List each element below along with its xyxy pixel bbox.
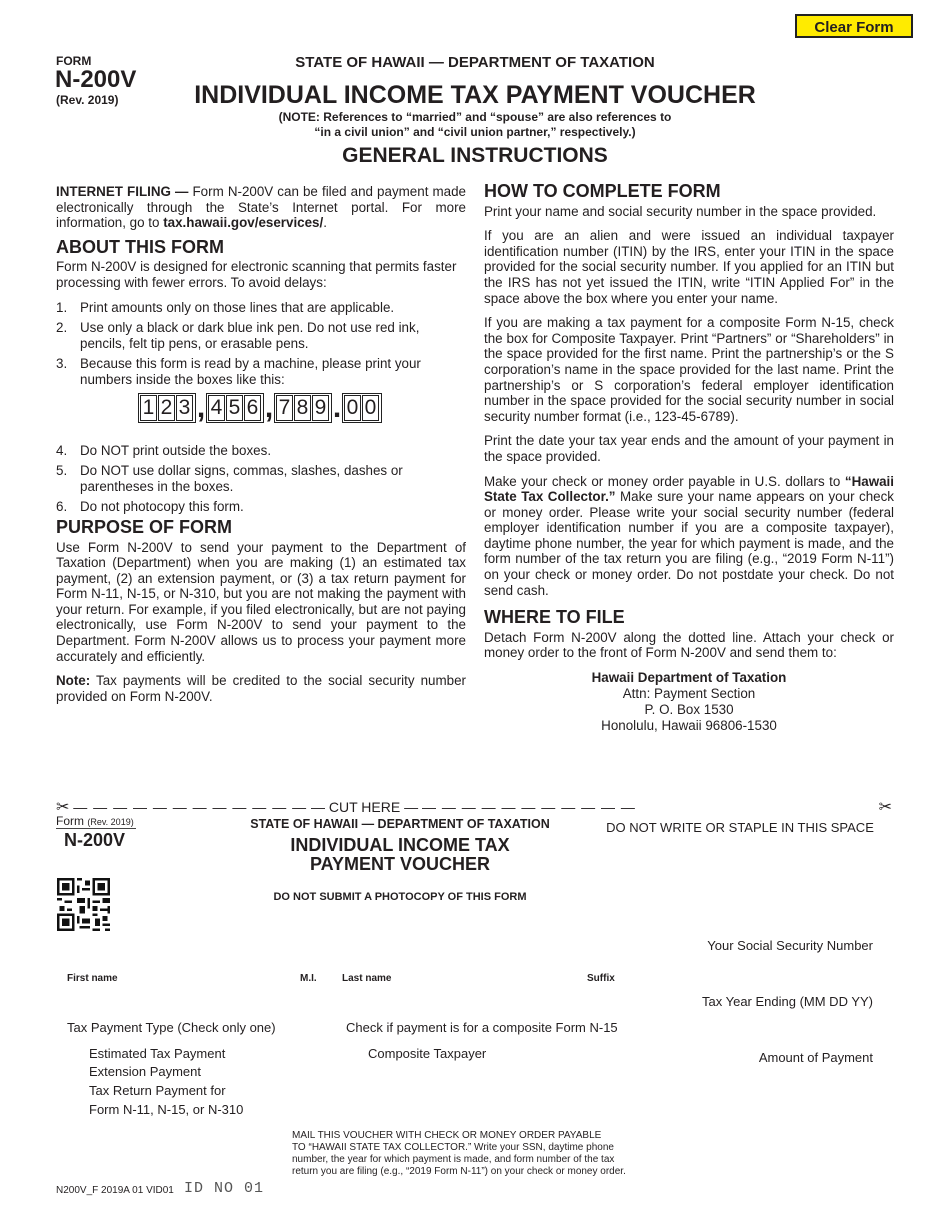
suffix-label: Suffix xyxy=(587,973,615,984)
scissors-icon: ✂ xyxy=(878,799,892,816)
address-line-1: Hawaii Department of Taxation xyxy=(591,670,787,686)
item-number: 6. xyxy=(56,499,68,515)
note-label: Note: xyxy=(56,673,91,689)
comma-separator: , xyxy=(196,390,206,424)
form-label-underline xyxy=(56,828,136,829)
ssn-label: Your Social Security Number xyxy=(707,938,873,953)
credit-note xyxy=(56,673,466,704)
no-photocopy-notice: DO NOT SUBMIT A PHOTOCOPY OF THIS FORM xyxy=(273,891,527,903)
composite-taxpayer-option[interactable]: Composite Taxpayer xyxy=(368,1046,487,1061)
payment-type-label: Tax Payment Type (Check only one) xyxy=(67,1020,276,1035)
item-text: Because this form is read by a machine, please print your numbers inside the boxes like this: xyxy=(80,356,421,387)
form-revision: (Rev. 2019) xyxy=(56,93,119,107)
internet-filing-text: Form N-200V can be filed and payment made electronically through the State’s Internet portal. For more information, go to xyxy=(56,184,466,231)
payable-details: Make sure your name appears on your check or money order. Please write your social security number (federal employer identification number if you are a composite taxpayer), daytime phone number, the year for which payment is made, and the form number of the tax return you are filing (e.g., “2019 Form N-11”) on your check or money order. Do not postdate your check. Do not send cash. xyxy=(484,489,894,598)
mail-line-1: MAIL THIS VOUCHER WITH CHECK OR MONEY ORDER PAYABLE xyxy=(292,1130,602,1141)
mail-line-2: TO “HAWAII STATE TAX COLLECTOR.” Write your SSN, daytime phone xyxy=(292,1142,614,1153)
eservices-link[interactable]: tax.hawaii.gov/eservices/ xyxy=(163,215,324,231)
general-instructions-heading: GENERAL INSTRUCTIONS xyxy=(342,144,608,167)
tax-return-payment-option[interactable]: Tax Return Payment for xyxy=(89,1083,226,1098)
voucher-title-line-2: PAYMENT VOUCHER xyxy=(309,854,491,874)
about-form-text: Form N-200V is designed for electronic scanning that permits faster processing with fewer errors. To avoid delays: xyxy=(56,259,457,290)
digit-box: 3 xyxy=(176,395,193,421)
instruction-list xyxy=(56,300,466,388)
digit-group xyxy=(342,393,382,423)
form-number: N-200V xyxy=(55,66,137,93)
address-line-3: P. O. Box 1530 xyxy=(644,702,734,718)
address-line-2: Attn: Payment Section xyxy=(622,686,756,702)
instruction-item xyxy=(56,499,466,515)
internet-filing-end: . xyxy=(323,215,327,231)
item-text: Do NOT print outside the boxes. xyxy=(80,442,272,458)
digit-box: 7 xyxy=(276,395,293,421)
amount-of-payment-label: Amount of Payment xyxy=(758,1050,873,1065)
digit-group xyxy=(274,393,332,423)
digit-box: 2 xyxy=(158,395,175,421)
how-paragraph-5 xyxy=(484,474,894,599)
item-number: 4. xyxy=(56,442,68,458)
note-text: Tax payments will be credited to the social security number provided on Form N-200V. xyxy=(56,673,466,704)
instruction-list-continued xyxy=(56,443,466,515)
clear-form-button[interactable]: Clear Form xyxy=(795,14,913,38)
cut-line xyxy=(56,797,892,817)
voucher-title xyxy=(240,836,560,874)
digit-group xyxy=(138,393,196,423)
how-paragraph-2: If you are an alien and were issued an individual taxpayer identification number (ITIN) by the IRS, enter your ITIN in the space provided for the social security number. If you applied for an ITIN but the IRS has not yet issued the ITIN, write “ITIN Applied For” in the space above the box where you enter your name. xyxy=(484,228,894,306)
internet-filing-paragraph xyxy=(56,184,466,231)
state-department-heading: STATE OF HAWAII — DEPARTMENT OF TAXATION xyxy=(295,54,655,71)
item-text: Do NOT use dollar signs, commas, slashes, dashes or parentheses in the boxes. xyxy=(80,463,403,494)
voucher-title-line-1: INDIVIDUAL INCOME TAX xyxy=(290,835,510,855)
digit-box: 0 xyxy=(344,395,361,421)
tax-return-forms-label: Form N-11, N-15, or N-310 xyxy=(89,1102,244,1117)
qr-code-icon xyxy=(57,878,110,931)
voucher-form-label xyxy=(56,814,134,828)
mail-line-4: return you are filing (e.g., “2019 Form N-11”) on your check or money order. xyxy=(292,1166,626,1177)
note-line-1: (NOTE: References to “married” and “spouse” are also references to xyxy=(278,110,672,124)
digit-group xyxy=(206,393,264,423)
item-number: 2. xyxy=(56,320,68,336)
voucher-state-heading: STATE OF HAWAII — DEPARTMENT OF TAXATION xyxy=(250,817,550,831)
mailing-instructions xyxy=(292,1130,652,1178)
item-text: Use only a black or dark blue ink pen. Do not use red ink, pencils, felt tip pens, or erasable pens. xyxy=(80,320,420,351)
estimated-tax-option[interactable]: Estimated Tax Payment xyxy=(89,1046,226,1061)
how-paragraph-1: Print your name and social security number in the space provided. xyxy=(484,203,877,219)
digit-box: 5 xyxy=(226,395,243,421)
middle-initial-label: M.I. xyxy=(300,973,317,984)
instruction-item xyxy=(56,463,466,494)
how-paragraph-4: Print the date your tax year ends and the amount of your payment in the space provided. xyxy=(484,433,894,464)
comma-separator: , xyxy=(264,390,274,424)
do-not-write-notice: DO NOT WRITE OR STAPLE IN THIS SPACE xyxy=(606,820,874,835)
where-to-file-heading: WHERE TO FILE xyxy=(484,607,625,628)
digit-box: 0 xyxy=(362,395,379,421)
address-line-4: Honolulu, Hawaii 96806-1530 xyxy=(601,718,777,734)
purpose-text: Use Form N-200V to send your payment to the Department of Taxation (Department) when you are making (1) an estimated tax payment, (2) an extension payment, or (3) a tax return payment for Form N-11, N-15, or N-310, but you are not making the payment with your return. For example, if you filed electronically, but are not paying electronically, use Form N-200V to send your payment to the Department. Form N-200V allows us to process your payment more accurately and efficiently. xyxy=(56,539,466,664)
form-label: FORM xyxy=(56,54,92,68)
item-number: 1. xyxy=(56,299,68,315)
left-column xyxy=(56,184,466,713)
digit-box-example xyxy=(138,390,466,435)
cut-here-label: — CUT HERE — xyxy=(310,799,419,815)
right-column xyxy=(484,181,894,734)
internet-filing-heading: INTERNET FILING — xyxy=(56,184,189,199)
cut-dashes-right: — — — — — — — — — — — xyxy=(421,799,636,815)
voucher-revision: (Rev. 2019) xyxy=(87,817,134,827)
item-text: Do not photocopy this form. xyxy=(80,499,244,515)
digit-box: 4 xyxy=(208,395,225,421)
digit-box: 6 xyxy=(244,395,261,421)
how-paragraph-3: If you are making a tax payment for a composite Form N-15, check the box for Composite Taxpayer. Print “Partners” or “Shareholders” in the space provided for the first name. Print the partnership’s or the S corporation’s name in the space provided for the last name. Print the partnership’s or S corporation’s federal employer identification number in the space provided for the social security number in social security number format (i.e., 123-45-6789). xyxy=(484,315,894,424)
id-number: ID NO 01 xyxy=(184,1180,265,1197)
footer-code: N200V_F 2019A 01 VID01 xyxy=(56,1185,174,1196)
last-name-label: Last name xyxy=(342,973,392,984)
instruction-item xyxy=(56,320,466,351)
purpose-heading: PURPOSE OF FORM xyxy=(56,516,233,537)
mail-line-3: number, the year for which payment is made, and form number of the tax xyxy=(292,1154,615,1165)
digit-box: 8 xyxy=(294,395,311,421)
voucher-form-number: N-200V xyxy=(64,830,126,850)
how-to-complete-heading: HOW TO COMPLETE FORM xyxy=(484,181,721,201)
scissors-icon: ✂ xyxy=(56,799,70,816)
digit-box: 9 xyxy=(312,395,329,421)
tax-year-ending-label: Tax Year Ending (MM DD YY) xyxy=(702,994,873,1009)
composite-check-label: Check if payment is for a composite Form N-15 xyxy=(346,1020,618,1035)
where-to-file-text: Detach Form N-200V along the dotted line. Attach your check or money order to the front of Form N-200V and send them to: xyxy=(484,629,894,661)
note-line-2: “in a civil union” and “civil union partner,” respectively.) xyxy=(314,125,636,139)
item-text: Print amounts only on those lines that are applicable. xyxy=(80,299,395,315)
item-number: 5. xyxy=(56,463,68,479)
about-form-heading: ABOUT THIS FORM xyxy=(56,236,224,257)
digit-box: 1 xyxy=(140,395,157,421)
cut-dashes-left: — — — — — — — — — — — — xyxy=(73,799,308,815)
instruction-item xyxy=(56,356,466,387)
voucher-form-word: Form xyxy=(56,814,84,828)
instruction-item xyxy=(56,443,466,459)
first-name-label: First name xyxy=(67,973,118,984)
payable-text: Make your check or money order payable in U.S. dollars to xyxy=(484,473,845,489)
payee-name: “Hawaii State Tax Collector.” xyxy=(484,473,894,505)
decimal-separator: . xyxy=(332,390,342,424)
civil-union-note xyxy=(200,110,750,140)
item-number: 3. xyxy=(56,356,68,372)
mailing-address xyxy=(484,670,894,734)
page-title: INDIVIDUAL INCOME TAX PAYMENT VOUCHER xyxy=(194,81,756,109)
instruction-item xyxy=(56,300,466,316)
extension-payment-option[interactable]: Extension Payment xyxy=(89,1064,202,1079)
